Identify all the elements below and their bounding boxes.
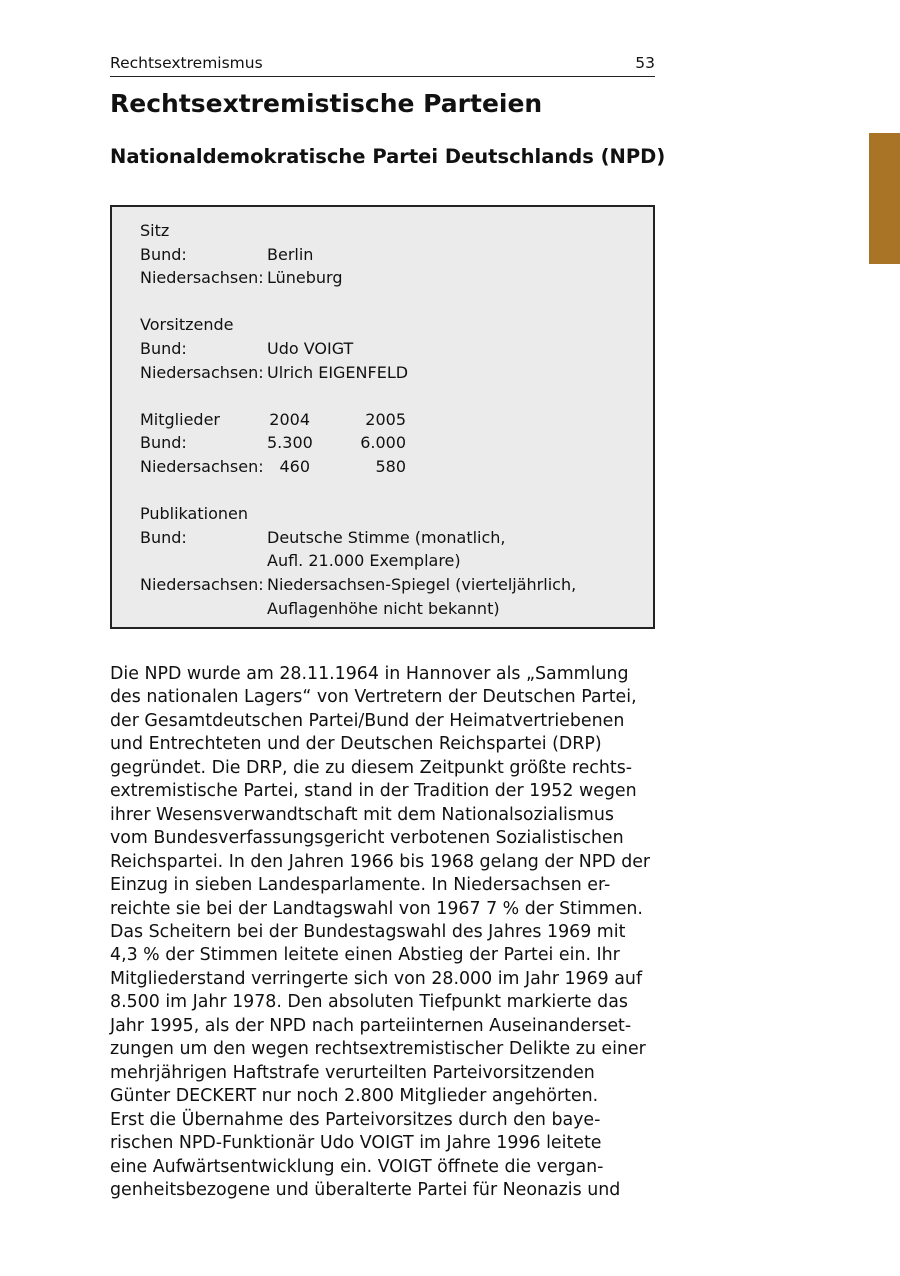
sitz-row-bund xyxy=(140,243,640,267)
member-count: 580 xyxy=(375,456,406,476)
publikationen-row-bund-cont xyxy=(140,549,640,573)
publikationen-row-niedersachsen xyxy=(140,573,640,597)
body-line: rischen NPD-Funktionär Udo VOIGT im Jahre 1996 leitete xyxy=(110,1133,602,1154)
publikationen-heading: Publikationen xyxy=(140,504,248,524)
section-title: Nationaldemokratische Partei Deutschlands (NPD) xyxy=(110,145,666,168)
body-line: mehrjährigen Haftstrafe verurteilten Parteivorsitzenden xyxy=(110,1062,595,1083)
body-line: 4,3 % der Stimmen leitete einen Abstieg der Partei ein. Ihr xyxy=(110,945,620,966)
row-label: Bund: xyxy=(140,527,187,547)
row-label: Niedersachsen: xyxy=(140,362,264,382)
body-line: genheitsbezogene und überalterte Partei für Neonazis und xyxy=(110,1179,621,1200)
body-paragraph xyxy=(110,663,670,1202)
body-line: 8.500 im Jahr 1978. Den absoluten Tiefpunkt markierte das xyxy=(110,992,628,1013)
body-line: Einzug in sieben Landesparlamente. In Niedersachsen er- xyxy=(110,875,611,896)
vorsitzende-row-niedersachsen xyxy=(140,361,640,385)
row-value: Deutsche Stimme (monatlich, xyxy=(267,527,506,547)
vorsitzende-heading: Vorsitzende xyxy=(140,315,234,335)
body-line: eine Aufwärtsentwicklung ein. VOIGT öffnete die vergan- xyxy=(110,1156,604,1177)
year-2005: 2005 xyxy=(365,409,406,429)
chapter-color-tab xyxy=(869,133,900,264)
body-line: Günter DECKERT nur noch 2.800 Mitglieder angehörten. xyxy=(110,1086,599,1107)
member-count: 6.000 xyxy=(360,433,406,453)
body-line: zungen um den wegen rechtsextremistischer Delikte zu einer xyxy=(110,1039,646,1060)
body-line: des nationalen Lagers“ von Vertretern der Deutschen Partei, xyxy=(110,687,637,708)
year-2004: 2004 xyxy=(269,409,310,429)
body-line: Erst die Übernahme des Parteivorsitzes durch den baye- xyxy=(110,1109,601,1130)
row-label: Niedersachsen: xyxy=(140,574,264,594)
row-value: Niedersachsen-Spiegel (vierteljährlich, xyxy=(267,574,577,594)
row-label: Bund: xyxy=(140,244,187,264)
body-line: vom Bundesverfassungsgericht verbotenen Sozialistischen xyxy=(110,828,624,849)
row-value: Auflagenhöhe nicht bekannt) xyxy=(267,598,500,618)
mitglieder-heading: Mitglieder 2004 2005 xyxy=(140,408,640,432)
body-line: gegründet. Die DRP, die zu diesem Zeitpunkt größte rechts- xyxy=(110,757,633,778)
row-value: Udo VOIGT xyxy=(267,338,354,358)
sitz-heading: Sitz xyxy=(140,221,170,240)
row-label: Niedersachsen: xyxy=(140,268,264,288)
row-value: Berlin xyxy=(267,244,314,264)
mitglieder-row-niedersachsen xyxy=(140,455,640,479)
body-line: reichte sie bei der Landtagswahl von 1967 7 % der Stimmen. xyxy=(110,898,643,919)
body-line: Reichspartei. In den Jahren 1966 bis 1968 gelang der NPD der xyxy=(110,851,651,872)
row-label: Bund: xyxy=(140,433,187,453)
fact-box xyxy=(110,205,655,629)
row-value: Ulrich EIGENFELD xyxy=(267,362,409,382)
chapter-title: Rechtsextremistische Parteien xyxy=(110,89,543,118)
running-title: Rechtsextremismus xyxy=(110,54,263,72)
body-line: ihrer Wesensverwandtschaft mit dem Nationalsozialismus xyxy=(110,804,614,825)
fact-box-content xyxy=(140,219,640,620)
body-line: Mitgliederstand verringerte sich von 28.000 im Jahr 1969 auf xyxy=(110,968,643,989)
page-number: 53 xyxy=(635,54,655,72)
sitz-row-niedersachsen xyxy=(140,266,640,290)
body-line: Die NPD wurde am 28.11.1964 in Hannover als „Sammlung xyxy=(110,664,629,684)
row-value: Aufl. 21.000 Exemplare) xyxy=(267,551,461,571)
publikationen-row-bund xyxy=(140,526,640,550)
running-header xyxy=(110,52,655,77)
row-value: Lüneburg xyxy=(267,268,343,288)
mitglieder-row-bund xyxy=(140,431,640,455)
vorsitzende-row-bund xyxy=(140,337,640,361)
body-line: der Gesamtdeutschen Partei/Bund der Heimatvertriebenen xyxy=(110,710,625,731)
body-line: Das Scheitern bei der Bundestagswahl des Jahres 1969 mit xyxy=(110,921,626,942)
body-line: extremistische Partei, stand in der Tradition der 1952 wegen xyxy=(110,781,637,802)
publikationen-row-niedersachsen-cont xyxy=(140,597,640,621)
body-line: Jahr 1995, als der NPD nach parteiinternen Auseinanderset- xyxy=(110,1015,632,1036)
row-label: Niedersachsen: xyxy=(140,456,264,476)
member-count: 460 xyxy=(279,456,310,476)
member-count: 5.300 xyxy=(267,433,313,453)
body-line: und Entrechteten und der Deutschen Reichspartei (DRP) xyxy=(110,734,602,755)
row-label: Bund: xyxy=(140,338,187,358)
